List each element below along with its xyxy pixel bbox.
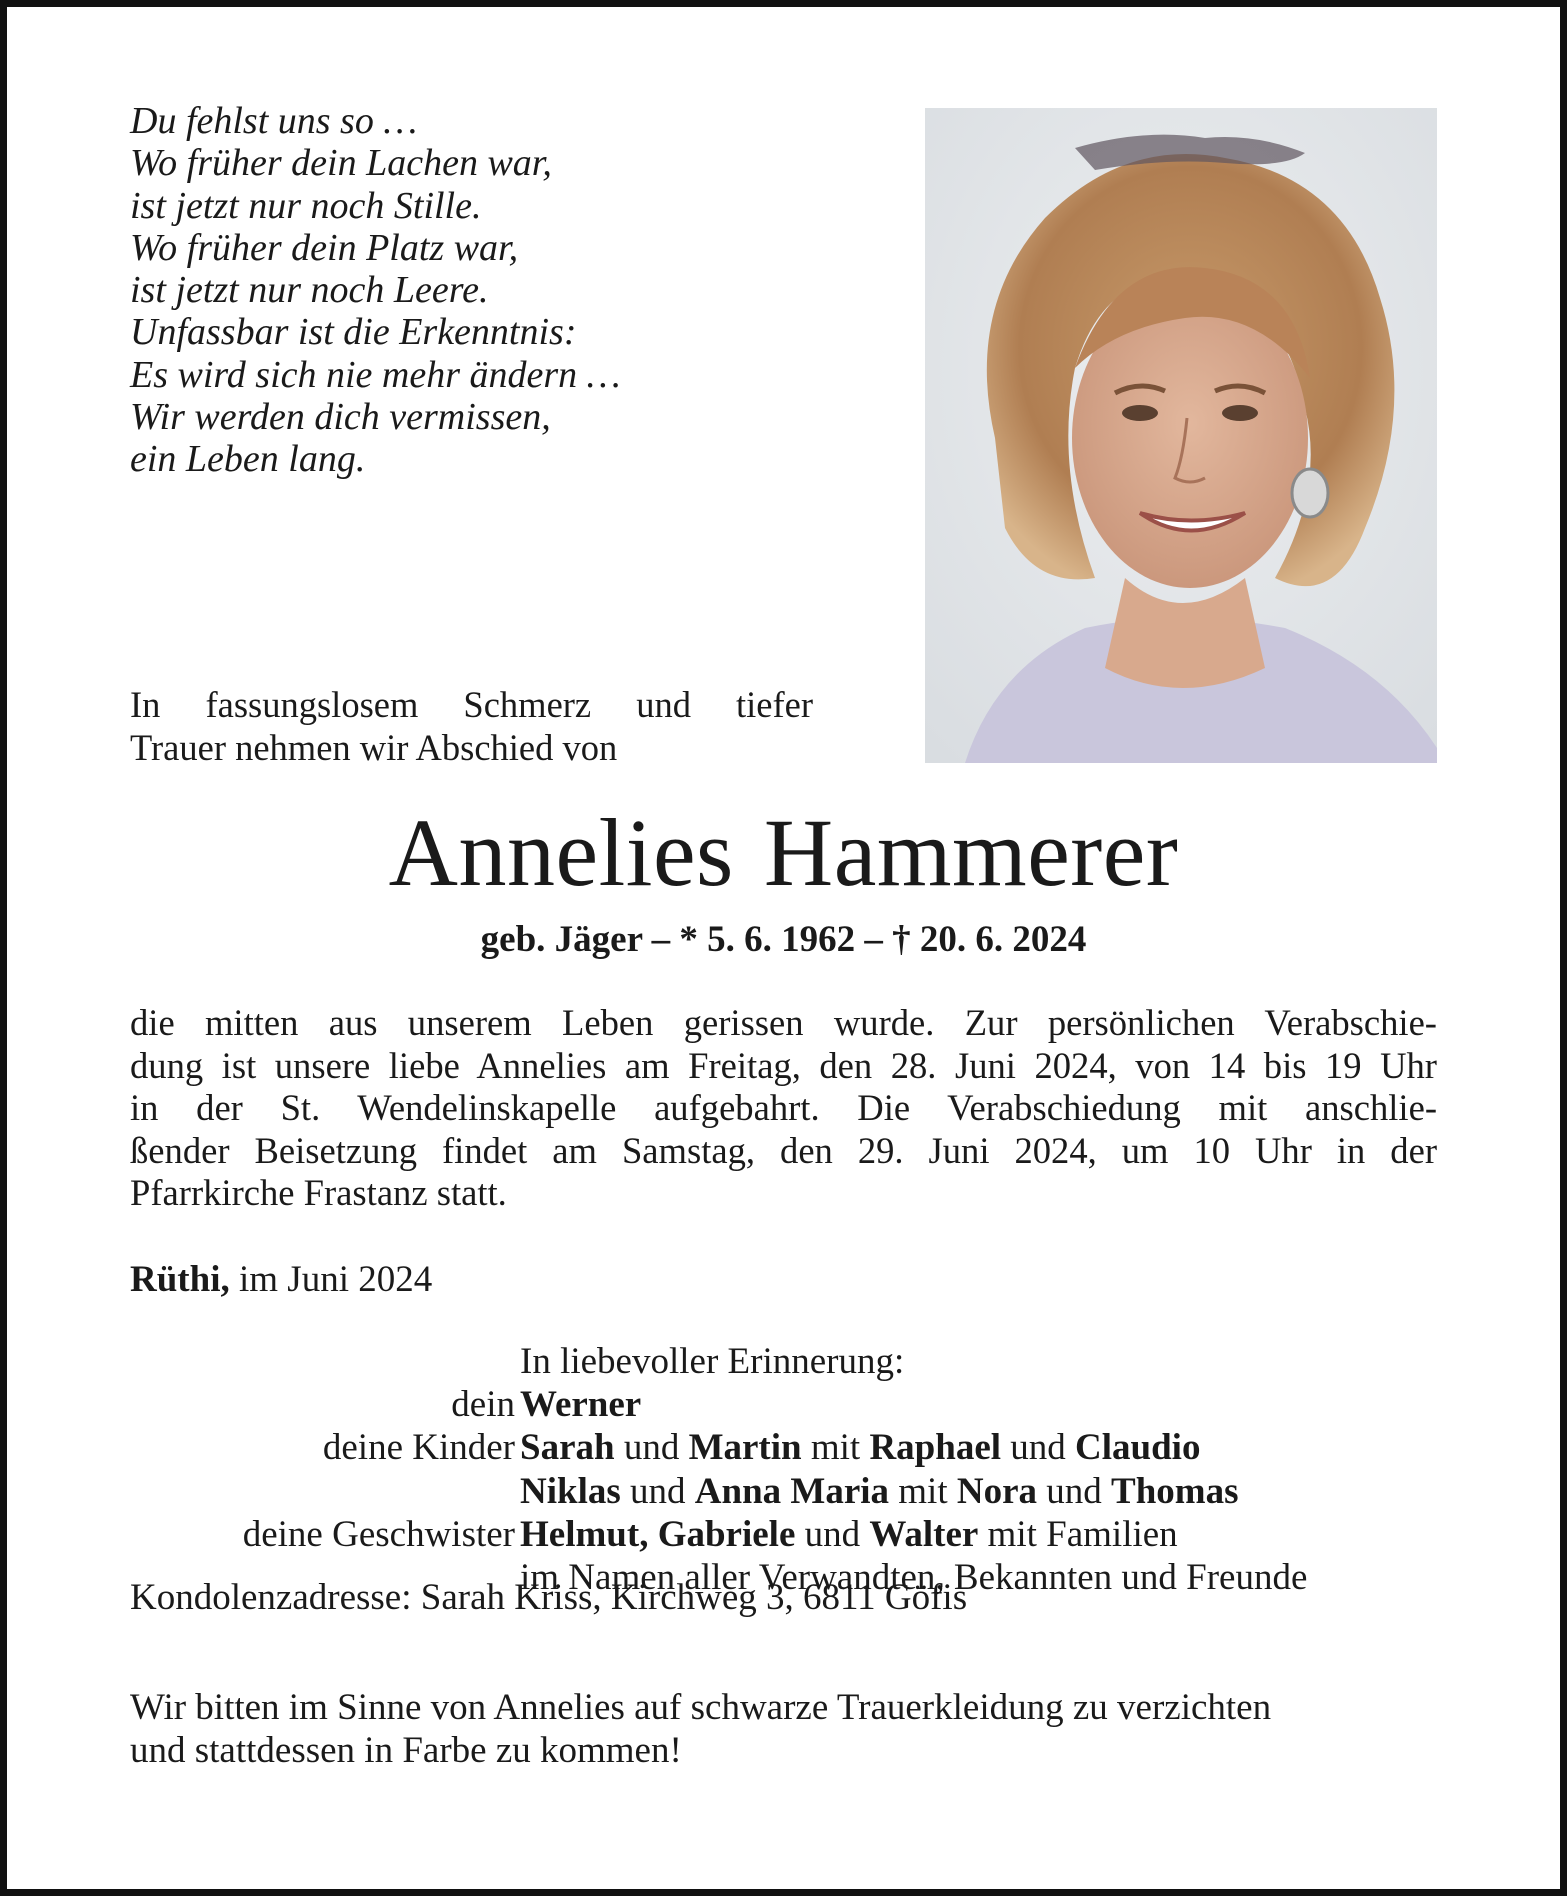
request-line: Wir bitten im Sinne von Annelies auf schwarze Trauerkleidung zu verzichten [130, 1687, 1272, 1728]
body-line: in der St. Wendelinskapelle aufgebahrt. Die Verabschiedung mit anschlie- [130, 1087, 1437, 1128]
mourner-names [520, 1513, 1178, 1556]
poem-line: Unfassbar ist die Erkenntnis: [130, 311, 577, 354]
body-line: dung ist unsere liebe Annelies am Freitag, den 28. Juni 2024, von 14 bis 19 Uhr [130, 1044, 1437, 1086]
body-line: die mitten aus unserem Leben gerissen wurde. Zur persönlichen Verabschie- [130, 1002, 1437, 1043]
poem-line: ist jetzt nur noch Leere. [130, 269, 489, 312]
connector-text: mit [801, 1427, 870, 1469]
poem-line: Wir werden dich vermissen, [130, 396, 551, 439]
first-name: Annelies [388, 799, 734, 906]
relation-label: deine Kinder [322, 1427, 515, 1469]
mourner-names [520, 1383, 641, 1426]
body-line: ßender Beisetzung findet am Samstag, den 29. Juni 2024, um 10 Uhr in der [130, 1129, 1437, 1171]
poem-line: Wo früher dein Lachen war, [130, 142, 552, 185]
last-name: Hammerer [763, 799, 1179, 906]
body-line: Pfarrkirche Frastanz statt. [130, 1172, 507, 1213]
mourner-name: Sarah [520, 1427, 615, 1469]
dress-request [130, 1686, 1437, 1772]
mourners-list [130, 1383, 1437, 1599]
announcement-body [130, 1002, 1437, 1215]
poem-line: Wo früher dein Platz war, [130, 226, 519, 269]
life-dates: geb. Jäger – * 5. 6. 1962 – † 20. 6. 2024 [480, 919, 1087, 960]
place-date: im Juni 2024 [238, 1259, 433, 1300]
mourner-name: Thomas [1111, 1470, 1239, 1512]
connector-text: und [620, 1470, 695, 1512]
mourner-row [130, 1383, 1437, 1426]
connector-text: mit Familien [978, 1513, 1178, 1555]
connector-text: und [614, 1427, 689, 1469]
portrait-photo [925, 108, 1437, 763]
place-town: Rüthi, [130, 1259, 230, 1300]
mourner-name: Martin [688, 1427, 802, 1469]
mourner-names [520, 1426, 1200, 1469]
intro-text [130, 683, 813, 769]
connector-text: mit [889, 1470, 957, 1512]
relation-label: dein [451, 1384, 515, 1426]
intro-line: In fassungslosem Schmerz und tiefer [130, 684, 813, 725]
connector-text: und [795, 1513, 870, 1555]
mourner-name: Anna Maria [694, 1470, 890, 1512]
poem [130, 100, 690, 481]
deceased-name [0, 799, 1567, 906]
mourner-row [130, 1513, 1437, 1556]
mourner-name: Raphael [869, 1427, 1002, 1469]
portrait-illustration [925, 108, 1437, 763]
mourner-name: Niklas [520, 1470, 621, 1512]
mourners-section [130, 1340, 1437, 1599]
mourner-names [520, 1470, 1239, 1513]
relation-label [130, 1470, 520, 1513]
mourner-row [130, 1470, 1437, 1513]
connector-text: und [1001, 1427, 1076, 1469]
request-line: und stattdessen in Farbe zu kommen! [130, 1730, 682, 1771]
connector-text: im Namen aller Verwandten, Bekannten und Freunde [520, 1557, 1308, 1599]
poem-line: Du fehlst uns so … [130, 100, 418, 142]
poem-line: ein Leben lang. [130, 438, 366, 481]
place-and-date [130, 1258, 432, 1301]
mourner-row [130, 1426, 1437, 1469]
mourner-name: Helmut, Gabriele [520, 1513, 796, 1555]
poem-line: Es wird sich nie mehr ändern … [130, 353, 621, 396]
mourner-name: Walter [869, 1513, 979, 1555]
mourner-name: Nora [956, 1470, 1038, 1512]
relation-label: deine Geschwister [242, 1513, 515, 1555]
condolence-address: Kondolenzadresse: Sarah Kriss, Kirchweg 3, 6811 Göfis [130, 1577, 968, 1618]
connector-text: und [1037, 1470, 1112, 1512]
intro-line: Trauer nehmen wir Abschied von [130, 727, 618, 768]
memory-heading: In liebevoller Erinnerung: [520, 1341, 905, 1382]
mourner-name: Werner [520, 1384, 642, 1426]
poem-line: ist jetzt nur noch Stille. [130, 184, 482, 227]
mourner-name: Claudio [1075, 1427, 1201, 1469]
